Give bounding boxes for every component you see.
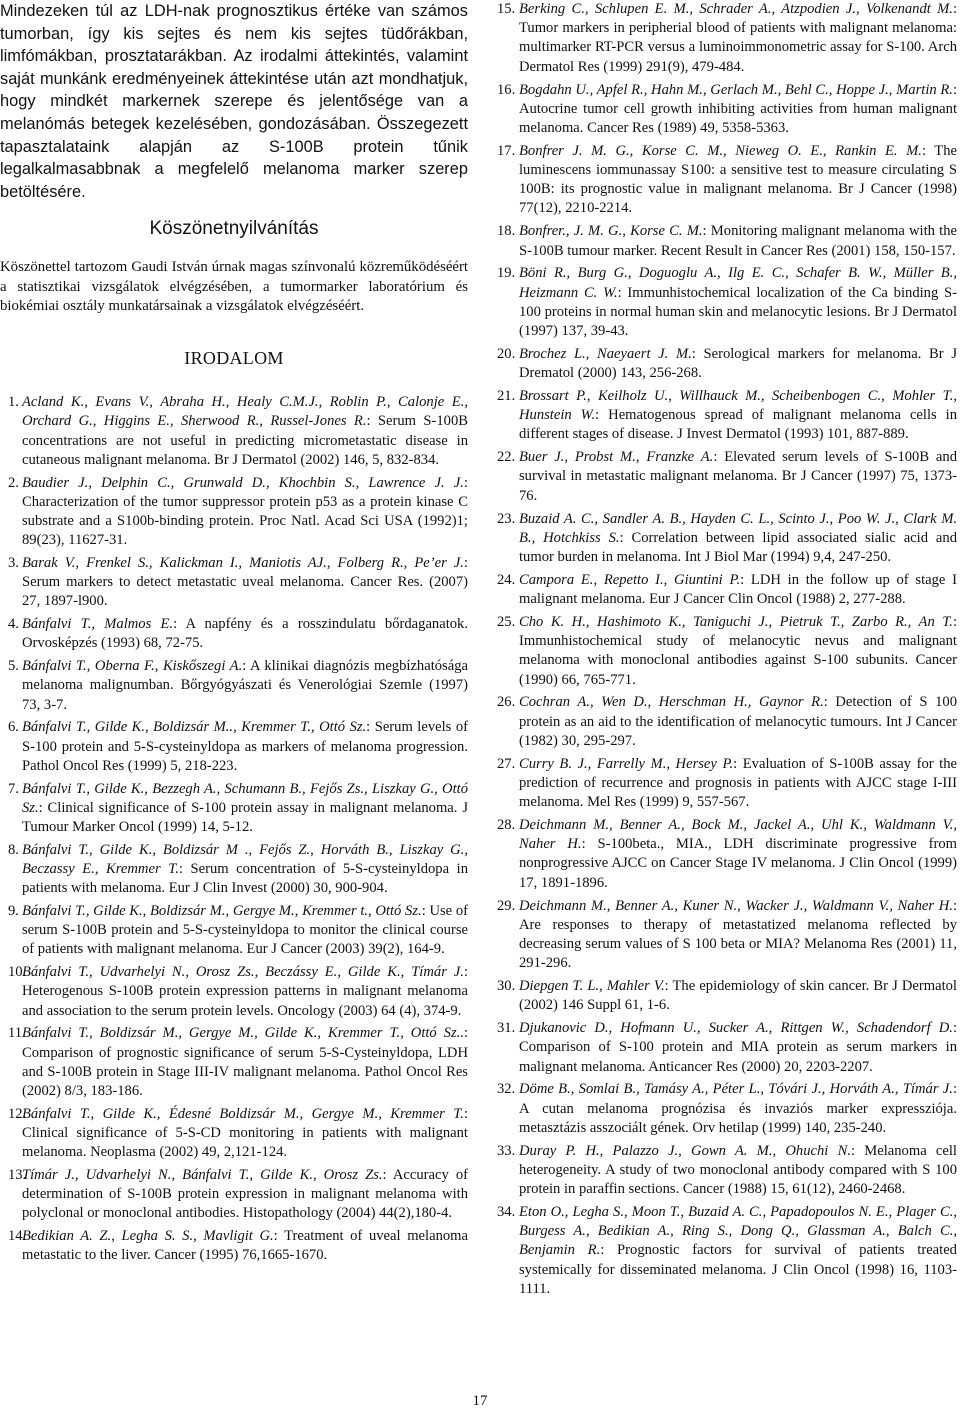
- reference-item: [0, 474, 468, 551]
- reference-number: 21.: [497, 387, 516, 404]
- reference-list-left: [0, 393, 468, 1265]
- reference-body: : Serum markers to detect metastatic uveal melanoma. Cancer Res. (2007) 27, 1897-l900.: [22, 555, 468, 610]
- reference-authors: Bánfalvi T., Oberna F., Kiskőszegi A.: [22, 658, 243, 675]
- reference-body: : Serum levels of S-100 protein and 5-S-cysteinyldopa as markers of melanoma progression. Pathol Oncol Res (1999) 5, 218-223.: [22, 719, 468, 774]
- reference-item: [497, 816, 957, 893]
- reference-number: 18.: [497, 223, 516, 240]
- reference-item: [0, 1227, 468, 1265]
- reference-authors: Buer J., Probst M., Franzke A.: [519, 449, 714, 466]
- reference-item: [497, 571, 957, 609]
- intro-paragraph: Mindezeken túl az LDH-nak prognosztikus értéke van számos tumorban, így kis sejtes és nem kis sejtes tüdőrákban, limfómákban, prosztatarákban. Az irodalmi áttekintés, valamint saját munkánk eredményeinek áttekintése után azt mondhatjuk, hogy mindkét markernek szerepe és jelentősége van a melanómás betegek kezelésében, gondozásában. Összegezett tapasztalataink alapján az S-100B protein tűnik legalkalmasabbnak a megfelelő melanoma marker szerep betöltésére.: [0, 2, 468, 201]
- reference-item: [0, 1166, 468, 1224]
- reference-number: 14.: [8, 1228, 27, 1245]
- reference-number: 19.: [497, 265, 516, 282]
- reference-number: 27.: [497, 755, 516, 772]
- reference-item: [0, 718, 468, 776]
- reference-authors: Buzaid A. C., Sandler A. B., Hayden C. L., Scinto J., Poo W. J., Clark M. B., Hotchkiss S.: [519, 510, 957, 546]
- reference-item: [0, 554, 468, 612]
- reference-authors: Curry B. J., Farrelly M., Hersey P.: [519, 755, 734, 772]
- left-column: [0, 0, 468, 1269]
- reference-authors: Deichmann M., Benner A., Kuner N., Wacker J., Waldmann V., Naher H.: [519, 897, 953, 914]
- reference-item: [0, 615, 468, 653]
- reference-body: : Treatment of uveal melanoma metastatic to the liver. Cancer (1995) 76,1665-1670.: [22, 1228, 468, 1264]
- reference-item: [497, 222, 957, 260]
- reference-body: : Are responses to therapy of metastatized melanoma reflected by decreasing serum values of S 100 beta or MIA? Melanoma Res (2001) 11, 291-296.: [519, 897, 957, 972]
- reference-number: 26.: [497, 694, 516, 711]
- reference-item: [497, 387, 957, 445]
- reference-number: 8.: [8, 841, 19, 858]
- reference-authors: Brochez L., Naeyaert J. M.: [519, 345, 692, 362]
- reference-body: : Autocrine tumor cell growth inhibiting activities from human malignant melanoma. Cancer Res (1989) 49, 5358-5363.: [519, 81, 957, 136]
- reference-item: [497, 448, 957, 506]
- reference-body: : Characterization of the tumor suppressor protein p53 as a protein kinase C substrate and a S100b-binding protein. Proc Natl. Acad Sci USA (1992)1; 89(23), 11627-31.: [22, 474, 468, 549]
- reference-item: [497, 1142, 957, 1200]
- reference-authors: Cho K. H., Hashimoto K., Taniguchi J., Pietruk T., Zarbo R., An T.: [519, 613, 953, 630]
- reference-number: 20.: [497, 345, 516, 362]
- reference-item: [497, 977, 957, 1015]
- reference-item: [0, 1105, 468, 1163]
- reference-authors: Bánfalvi T., Gilde K., Édesné Boldizsár M., Gergye M., Kremmer T.: [22, 1105, 464, 1122]
- reference-body: : Correlation between lipid associated sialic acid and tumor burden in melanoma. Int J Biol Mar (1994) 9,4, 247-250.: [519, 529, 957, 565]
- reference-authors: Döme B., Somlai B., Tamásy A., Péter L., Tóvári J., Horváth A., Tímár J.: [519, 1081, 953, 1098]
- reference-body: : A klinikai diagnózis megbízhatósága melanoma malignumban. Bőrgyógyászati és Venerológiai Szemle (1997) 73, 3-7.: [22, 658, 468, 713]
- reference-item: [0, 780, 468, 838]
- right-column: [497, 0, 957, 1303]
- reference-body: : Immunhistochemical study of melanocytic nevus and malignant melanoma with monoclonal antibodies against S-100 subunits. Cancer (1990) 66, 765-771.: [519, 613, 957, 688]
- reference-authors: Bánfalvi T., Gilde K., Bezzegh A., Schumann B., Fejős Zs., Liszkay G., Ottó Sz.: [22, 780, 468, 816]
- reference-authors: Bonfrer., J. M. G., Korse C. M.: [519, 223, 703, 240]
- reference-body: : Accuracy of determination of S-100B protein expression in malignant melanoma with polyclonal or monoclonal antibodies. Histopathology (2004) 44(2),180-4.: [22, 1167, 468, 1222]
- reference-authors: Bedikian A. Z., Legha S. S., Mavligit G.: [22, 1228, 274, 1245]
- reference-body: : Tumor markers in peripherial blood of patients with malignant melanoma: multimarker RT-PCR versus a luminoimmonometric assay for S-100. Arch Dermatol Res (1999) 291(9), 479-484.: [519, 1, 957, 75]
- reference-item: [497, 510, 957, 568]
- reference-body: : Immunhistochemical localization of the Ca binding S-100 proteins in normal human skin and melanocytic lesions. Br J Dermatol (1997) 137, 39-43.: [519, 284, 958, 339]
- reference-number: 30.: [497, 978, 516, 995]
- reference-body: : Clinical significance of S-100 protein assay in malignant melanoma. J Tumour Marker Oncol (1999) 14, 5-12.: [22, 799, 468, 836]
- reference-item: [0, 963, 468, 1021]
- reference-body: : Serum S-100B concentrations are not useful in predicting micrometastatic disease in cutaneous malignant melanoma. Br J Dermatol (2002) 146, 5, 832-834.: [22, 413, 468, 468]
- reference-item: [497, 1019, 957, 1077]
- reference-number: 6.: [8, 719, 19, 736]
- reference-number: 16.: [497, 81, 516, 98]
- reference-number: 22.: [497, 449, 516, 466]
- acknowledgement-heading: Köszönetnyilvánítás: [149, 218, 319, 240]
- reference-body: : Comparison of S-100 protein and MIA protein as serum markers in malignant melanoma. Anticancer Res (2000) 20, 2203-2207.: [519, 1020, 957, 1075]
- reference-item: [0, 393, 468, 470]
- reference-body: : Comparison of prognostic significance of serum 5-S-Cysteinyldopa, LDH and S-100B protein in Stage III-IV malignant melanoma. Pathol Oncol Res (2002) 8/3, 183-186.: [22, 1025, 468, 1100]
- reference-number: 13.: [8, 1167, 27, 1184]
- reference-authors: Campora E., Repetto I., Giuntini P.: [519, 571, 741, 588]
- reference-number: 5.: [8, 658, 19, 675]
- reference-number: 34.: [497, 1204, 516, 1221]
- reference-number: 10.: [8, 964, 27, 981]
- reference-body: : The luminescens iommunassay S100: a sensitive test to measure circulating S 100B: its prognostic value in malignant melanoma. Br J Cancer (1998) 77(12), 2210-2214.: [519, 142, 957, 217]
- reference-number: 23.: [497, 510, 516, 527]
- reference-number: 33.: [497, 1142, 516, 1159]
- reference-authors: Deichmann M., Benner A., Bock M., Jackel A., Uhl K., Waldmann V., Naher H.: [519, 817, 957, 853]
- reference-item: [0, 902, 468, 960]
- reference-authors: Bogdahn U., Apfel R., Hahn M., Gerlach M., Behl C., Hoppe J., Martin R.: [519, 81, 953, 98]
- reference-body: : S-100beta., MIA., LDH discriminate progressive from nonprogressive AJCC on Cancer Stage IV melanoma. J Clin Oncol (1999) 17, 1891-1896.: [519, 836, 958, 891]
- reference-body: : Elevated serum levels of S-100B and survival in metastatic malignant melanoma. Br J Cancer (1997) 75, 1373-76.: [519, 449, 958, 504]
- reference-item: [497, 613, 957, 690]
- reference-list-right: [497, 0, 957, 1299]
- reference-authors: Cochran A., Wen D., Herschman H., Gaynor R.: [519, 694, 824, 711]
- reference-authors: Baudier J., Delphin C., Grunwald D., Khochbin S., Lawrence J. J.: [22, 474, 464, 491]
- references-heading: IRODALOM: [184, 348, 284, 369]
- reference-number: 7.: [8, 780, 19, 797]
- reference-authors: Tímár J., Udvarhelyi N., Bánfalvi T., Gilde K., Orosz Zs.: [22, 1167, 383, 1184]
- reference-item: [497, 755, 957, 813]
- reference-body: : The epidemiology of skin cancer. Br J Dermatol (2002) 146 Suppl 61, 1-6.: [519, 978, 957, 1014]
- reference-authors: Bánfalvi T., Gilde K., Boldizsár M., Gergye M., Kremmer t., Ottó Sz.: [22, 903, 422, 920]
- reference-item: [0, 1024, 468, 1101]
- reference-authors: Bánfalvi T., Boldizsár M., Gergye M., Gilde K., Kremmer T., Ottó Sz..: [22, 1025, 464, 1042]
- reference-number: 1.: [8, 394, 19, 411]
- reference-authors: Bánfalvi T., Udvarhelyi N., Orosz Zs., Beczássy E., Gilde K., Tímár J.: [22, 964, 464, 981]
- reference-item: [497, 0, 957, 77]
- reference-number: 29.: [497, 897, 516, 914]
- reference-item: [0, 657, 468, 715]
- reference-body: : Use of serum S-100B protein and 5-S-cysteinyldopa to monitor the clinical course of patients with malignant melanoma. Eur J Cancer (2003) 39(2), 164-9.: [22, 903, 468, 958]
- reference-item: [497, 142, 957, 219]
- reference-number: 31.: [497, 1020, 516, 1037]
- reference-authors: Diepgen T. L., Mahler V.: [519, 978, 665, 995]
- reference-authors: Bánfalvi T., Gilde K., Boldizsár M ., Fejős Z., Horváth B., Liszkay G., Beczassy E., Kremmer T.: [22, 841, 468, 878]
- reference-item: [497, 345, 957, 383]
- acknowledgement-text: Köszönettel tartozom Gaudi István úrnak magas színvonalú közreműködéséért a statisztikai vizsgálatok elvégzésében, a tumormarker laboratórium és biokémiai osztály munkatársainak a vizsgálatok elvégzéséért.: [0, 259, 468, 314]
- reference-body: : A cutan melanoma prognózisa és invaziós marker expressziója. metasztázis asszociált gének. Orv hetilap (1999) 140, 235-240.: [519, 1081, 957, 1136]
- reference-body: : Clinical significance of 5-S-CD monitoring in patients with malignant melanoma. Neoplasma (2002) 49, 2,121-124.: [22, 1105, 468, 1161]
- reference-item: [0, 841, 468, 899]
- reference-authors: Berking C., Schlupen E. M., Schrader A., Atzpodien J., Volkenandt M.: [519, 1, 953, 17]
- reference-number: 3.: [8, 555, 19, 572]
- reference-number: 32.: [497, 1081, 516, 1098]
- reference-body: : Heterogenous S-100B protein expression patterns in malignant melanoma and association to the serum protein levels. Oncology (2003) 64 (4), 374-9.: [22, 964, 468, 1019]
- reference-number: 28.: [497, 817, 516, 834]
- reference-authors: Duray P. H., Palazzo J., Gown A. M., Ohuchi N.: [519, 1142, 851, 1159]
- reference-item: [497, 1203, 957, 1299]
- reference-item: [497, 81, 957, 139]
- reference-item: [497, 693, 957, 751]
- reference-authors: Eton O., Legha S., Moon T., Buzaid A. C., Papadopoulos N. E., Plager C., Burgess A., Bedikian A., Ring S., Dong Q., Glassman A., Balch C., Benjamin R.: [519, 1204, 957, 1259]
- reference-authors: Acland K., Evans V., Abraha H., Healy C.M.J., Roblin P., Calonje E., Orchard G., Higgins E., Sherwood R., Russel-Jones R.: [22, 394, 468, 430]
- page-number: 17: [472, 1393, 488, 1409]
- reference-authors: Böni R., Burg G., Doguoglu A., Ilg E. C., Schafer B. W., Müller B., Heizmann C. W.: [519, 265, 957, 301]
- reference-body: : Monitoring malignant melanoma with the S-100B tumour marker. Recent Result in Cancer Res (2001) 158, 150-157.: [519, 223, 957, 259]
- reference-body: : LDH in the follow up of stage I malignant melanoma. Eur J Cancer Clin Oncol (1988) 2, 277-288.: [519, 571, 957, 608]
- reference-number: 12.: [8, 1105, 27, 1122]
- reference-number: 17.: [497, 142, 516, 159]
- reference-item: [497, 1080, 957, 1138]
- reference-authors: Bonfrer J. M. G., Korse C. M., Nieweg O. E., Rankin E. M.: [519, 142, 922, 159]
- reference-authors: Djukanovic D., Hofmann U., Sucker A., Rittgen W., Schadendorf D.: [519, 1020, 953, 1037]
- reference-authors: Barak V., Frenkel S., Kalickman I., Maniotis AJ., Folberg R., Pe’er J.: [22, 555, 464, 572]
- reference-body: : Evaluation of S-100B assay for the prediction of recurrence and prognosis in patients with AJCC stage I-III melanoma. Mel Res (1999) 9, 557-567.: [519, 755, 957, 811]
- reference-number: 11.: [8, 1025, 26, 1042]
- reference-body: : Prognostic factors for survival of patients treated systemically for disseminated melanoma. J Clin Oncol (1998) 16, 1103-1111.: [519, 1242, 957, 1297]
- reference-item: [497, 897, 957, 974]
- reference-body: : A napfény és a rosszindulatu bőrdaganatok. Orvosképzés (1993) 68, 72-75.: [22, 616, 469, 652]
- reference-item: [497, 264, 957, 341]
- reference-number: 25.: [497, 613, 516, 630]
- reference-number: 24.: [497, 571, 516, 588]
- reference-number: 2.: [8, 474, 19, 491]
- reference-authors: Bánfalvi T., Gilde K., Boldizsár M.., Kremmer T., Ottó Sz.: [22, 719, 367, 736]
- reference-body: : Hematogenous spread of malignant melanoma cells in different stages of disease. J Invest Dermatol (1993) 101, 887-889.: [519, 407, 958, 443]
- reference-number: 15.: [497, 1, 516, 17]
- reference-number: 4.: [8, 616, 19, 633]
- reference-body: : Melanoma cell heterogeneity. A study of two monoclonal antibody compared with S 100 protein in paraffin sections. Cancer (1988) 15, 61(12), 2460-2468.: [519, 1142, 957, 1198]
- reference-number: 9.: [8, 903, 19, 920]
- reference-body: : Serum concentration of 5-S-cysteinyldopa in patients with melanoma. Eur J Clin Invest (2000) 30, 900-904.: [22, 861, 468, 897]
- reference-body: : Detection of S 100 protein as an aid to the identification of melanocytic tumours. Int J Cancer (1982) 30, 295-297.: [519, 694, 957, 749]
- reference-body: : Serological markers for melanoma. Br J Drematol (2000) 143, 256-268.: [519, 345, 957, 382]
- reference-authors: Bánfalvi T., Malmos E.: [22, 616, 174, 633]
- reference-authors: Brossart P., Keilholz U., Willhauck M., Scheibenbogen C., Mohler T., Hunstein W.: [519, 387, 957, 424]
